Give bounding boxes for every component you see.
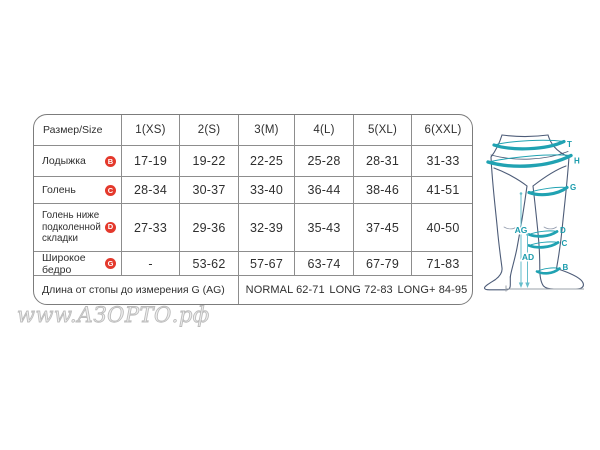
table-cell: - — [121, 251, 179, 275]
marker-g-icon: G — [105, 258, 116, 269]
arrow-down-icon — [525, 283, 529, 289]
table-header-xxl: 6(XXL) — [411, 115, 473, 145]
table-header-xl: 5(XL) — [353, 115, 411, 145]
table-cell: 25-28 — [294, 145, 353, 176]
length-long-plus: LONG+ 84-95 — [397, 284, 468, 296]
table-cell: 31-33 — [411, 145, 473, 176]
table-header-xs: 1(XS) — [121, 115, 179, 145]
row-label-text: Лодыжка — [42, 155, 86, 167]
arrow-down-icon — [519, 283, 523, 289]
table-cell: 28-31 — [353, 145, 411, 176]
table-cell: 33-40 — [238, 176, 294, 203]
length-label-ag: AG — [514, 225, 528, 235]
table-cell: 57-67 — [238, 251, 294, 275]
row-label-below-knee — [34, 203, 121, 251]
table-header-size — [34, 115, 121, 145]
watermark-text: www.АЗОРТО.рф — [17, 303, 210, 327]
table-cell: 30-37 — [179, 176, 238, 203]
table-cell: 71-83 — [411, 251, 473, 275]
table-header-m: 3(M) — [238, 115, 294, 145]
table-cell: 28-34 — [121, 176, 179, 203]
table-cell: 63-74 — [294, 251, 353, 275]
length-long: LONG 72-83 — [329, 284, 393, 296]
band-c — [529, 243, 558, 248]
table-cell: 41-51 — [411, 176, 473, 203]
marker-b-icon: B — [105, 156, 116, 167]
row-label-text: Широкое бедро — [42, 251, 86, 276]
band-b — [537, 269, 560, 274]
row-label-text: Голень — [42, 184, 76, 196]
table-cell: 32-39 — [238, 203, 294, 251]
band-label-c: C — [561, 239, 568, 248]
row-label-calf — [34, 176, 121, 203]
table-cell: 17-19 — [121, 145, 179, 176]
footer-length-values — [238, 275, 473, 304]
band-label-h: H — [574, 156, 580, 166]
table-header-s: 2(S) — [179, 115, 238, 145]
row-label-ankle — [34, 145, 121, 176]
length-label-ad: AD — [521, 252, 535, 262]
band-label-d: D — [560, 226, 566, 235]
table-header-l: 4(L) — [294, 115, 353, 145]
band-label-g: G — [570, 183, 577, 192]
table-cell: 40-50 — [411, 203, 473, 251]
table-cell: 37-45 — [353, 203, 411, 251]
table-cell: 67-79 — [353, 251, 411, 275]
band-label-t: T — [567, 140, 572, 149]
table-cell: 38-46 — [353, 176, 411, 203]
row-label-text: Голень ниже подколенной складки — [42, 210, 101, 245]
footer-length-label: Длина от стопы до измерения G (AG) — [34, 275, 238, 304]
size-table — [33, 114, 473, 305]
length-normal: NORMAL 62-71 — [245, 284, 325, 296]
table-cell: 53-62 — [179, 251, 238, 275]
table-cell: 22-25 — [238, 145, 294, 176]
marker-d-icon: D — [105, 222, 116, 233]
table-cell: 29-36 — [179, 203, 238, 251]
row-label-thigh — [34, 251, 121, 275]
marker-c-icon: C — [105, 185, 116, 196]
knee-line — [544, 227, 557, 229]
table-cell: 36-44 — [294, 176, 353, 203]
leg-measurement-diagram — [478, 125, 600, 298]
band-label-b: B — [562, 263, 569, 272]
header-size-label: Размер/Size — [43, 124, 103, 136]
table-cell: 35-43 — [294, 203, 353, 251]
band-d — [529, 232, 557, 237]
table-cell: 27-33 — [121, 203, 179, 251]
table-cell: 19-22 — [179, 145, 238, 176]
